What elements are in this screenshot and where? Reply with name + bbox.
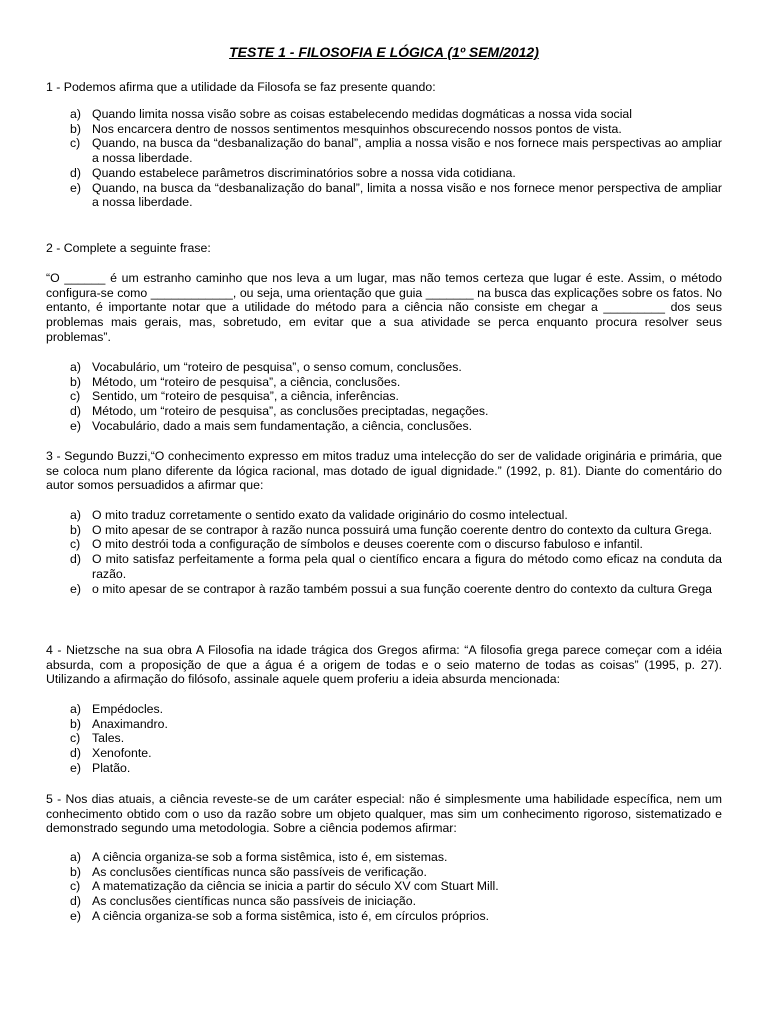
question-4-options xyxy=(46,702,722,776)
option-4a: a) Empédocles. xyxy=(70,702,164,716)
option-5a: a) A ciência organiza-se sob a forma sistêmica, isto é, em sistemas. xyxy=(70,850,448,864)
document-title: TESTE 1 - FILOSOFIA E LÓGICA (1º SEM/2012) xyxy=(229,44,539,60)
option-3c: c) O mito destrói toda a configuração de símbolos e deuses coerente com o discurso fabuloso e infantil. xyxy=(70,537,643,552)
option-3d: d) O mito satisfaz perfeitamente a forma pela qual o científico encara a figura do método como eficaz na conduta da razão. xyxy=(70,552,722,581)
option-4e: e) Platão. xyxy=(70,760,131,775)
option-5b: b) As conclusões científicas nunca são passíveis de verificação. xyxy=(70,864,427,879)
question-4-text: 4 - Nietzsche na sua obra A Filosofia na idade trágica dos Gregos afirma: “A filosofia grega parece começar com a idéia absurda, com a proposição de que a água é a origem de todas e o seio materno de todas as coisas” (1995, p. 27). Utilizando a afirmação do filósofo, assinale aquele quem proferiu a ideia absurda mencionada: xyxy=(46,643,722,687)
option-2e: e) Vocabulário, dado a mais sem fundamentação, a ciência, conclusões. xyxy=(70,418,473,433)
question-1 xyxy=(46,80,722,95)
option-3a: a) O mito traduz corretamente o sentido exato da validade originário do cosmo intelectual. xyxy=(70,508,568,522)
question-2-quote: “O ______ é um estranho caminho que nos leva a um lugar, mas não temos certeza que lugar é este. Assim, o método configura-se como ____________, ou seja, uma orientação que guia _______ na busca das explicações sobre os fatos. No entanto, é importante notar que a utilidade do método para a ciência não consiste em chegar a _________ dos seus problemas mais gerais, mas, sobretudo, em evitar que a sua atividade se perca enquanto procura resolver seus problemas”. xyxy=(46,271,722,344)
question-5-text: 5 - Nos dias atuais, a ciência reveste-se de um caráter especial: não é simplesmente uma habilidade específica, nem um conhecimento obtido com o uso da razão sobre um objeto qualquer, mas sim um conhecimento rigoroso, sistematizado e demonstrado segundo uma metodologia. Sobre a ciência podemos afirmar: xyxy=(46,792,722,836)
question-5-options xyxy=(46,850,722,924)
option-2d: d) Método, um “roteiro de pesquisa”, as conclusões preciptadas, negações. xyxy=(70,404,489,419)
question-1-options xyxy=(46,107,722,210)
option-5d: d) As conclusões científicas nunca são passíveis de iniciação. xyxy=(70,894,416,909)
question-4 xyxy=(46,643,722,687)
option-3b: b) O mito apesar de se contrapor à razão nunca possuirá uma função coerente dentro do contexto da cultura Grega. xyxy=(70,522,712,537)
option-4c: c) Tales. xyxy=(70,731,125,746)
question-3-options xyxy=(46,508,722,596)
option-4d: d) Xenofonte. xyxy=(70,746,152,761)
option-1d: d) Quando estabelece parâmetros discriminatórios sobre a nossa vida cotidiana. xyxy=(70,165,516,180)
option-1a: a) Quando limita nossa visão sobre as coisas estabelecendo medidas dogmáticas a nossa vida social xyxy=(70,107,633,121)
option-4b: b) Anaximandro. xyxy=(70,716,168,731)
question-5 xyxy=(46,792,722,836)
option-2a: a) Vocabulário, um “roteiro de pesquisa”, o senso comum, conclusões. xyxy=(70,360,462,374)
question-2-options xyxy=(46,360,722,434)
question-2-text: 2 - Complete a seguinte frase: xyxy=(46,241,211,255)
option-2c: c) Sentido, um “roteiro de pesquisa”, a ciência, inferências. xyxy=(70,389,399,404)
question-3 xyxy=(46,449,722,493)
question-3-text: 3 - Segundo Buzzi,“O conhecimento expresso em mitos traduz uma intelecção do ser de validade originária e primária, que se coloca num plano diferente da lógica racional, mas dotado de igual dignidade.” (1992, p. 81). Diante do comentário do autor somos persuadidos a afirmar que: xyxy=(46,449,722,493)
option-1b: b) Nos encarcera dentro de nossos sentimentos mesquinhos obscurecendo nossos pontos de vista. xyxy=(70,121,622,136)
question-1-text: 1 - Podemos afirma que a utilidade da Filosofa se faz presente quando: xyxy=(46,80,436,94)
option-5e: e) A ciência organiza-se sob a forma sistêmica, isto é, em círculos próprios. xyxy=(70,908,490,923)
option-2b: b) Método, um “roteiro de pesquisa”, a ciência, conclusões. xyxy=(70,374,401,389)
option-1e: e) Quando, na busca da “desbanalização do banal”, limita a nossa visão e nos fornece menor perspectiva de ampliar a nossa liberdade. xyxy=(70,180,722,210)
option-5c: c) A matematização da ciência se inicia a partir do século XV com Stuart Mill. xyxy=(70,879,499,894)
question-2 xyxy=(46,241,722,256)
option-1c: c) Quando, na busca da “desbanalização do banal”, amplia a nossa visão e nos fornece mais perspectivas ao ampliar a nossa liberdade. xyxy=(70,136,722,166)
option-3e: e) o mito apesar de se contrapor à razão também possui a sua função coerente dentro do contexto da cultura Grega xyxy=(70,581,712,596)
